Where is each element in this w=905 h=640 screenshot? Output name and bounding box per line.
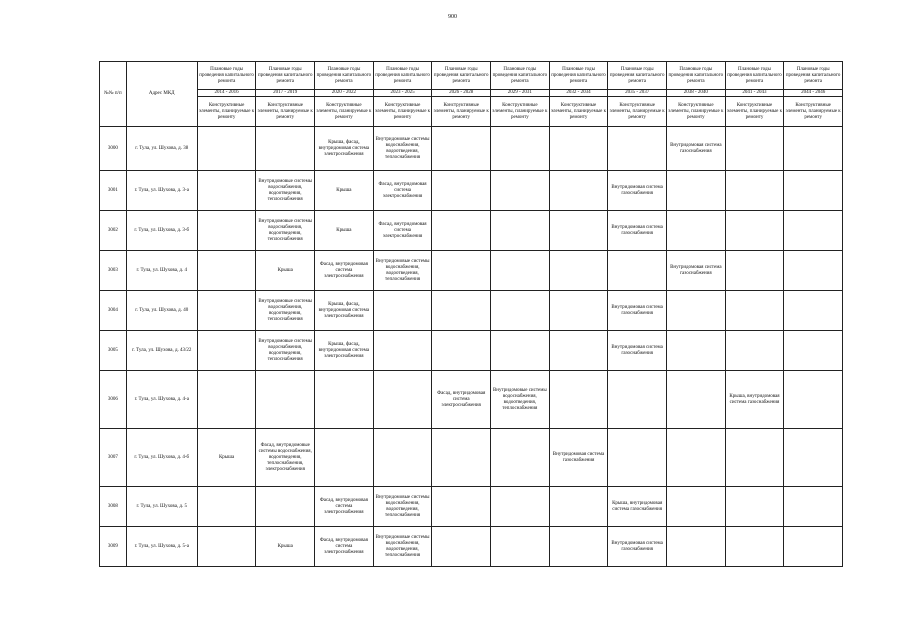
repair-elements-cell bbox=[549, 127, 608, 171]
header-elements-label: Конструктивные элементы, планируемые к ремонту bbox=[373, 97, 432, 127]
repair-elements-cell bbox=[432, 331, 491, 371]
repair-elements-cell bbox=[432, 527, 491, 567]
repair-elements-cell: Внутридомовая система газоснабжения bbox=[549, 429, 608, 487]
repair-elements-cell: Фасад, внутридомовая система электроснабжения bbox=[373, 211, 432, 251]
repair-elements-cell bbox=[197, 371, 256, 429]
repair-elements-cell: Фасад, внутридомовая система электроснабжения bbox=[315, 527, 374, 567]
row-address: г. Тула, ул. Шухова, д. 4-а bbox=[126, 371, 197, 429]
repair-elements-cell: Крыша bbox=[197, 429, 256, 487]
repair-elements-cell bbox=[491, 429, 550, 487]
repair-elements-cell: Крыша, фасад, внутридомовая система электроснабжения bbox=[315, 331, 374, 371]
repair-elements-cell: Крыша bbox=[315, 171, 374, 211]
table-row bbox=[100, 487, 843, 527]
repair-elements-cell bbox=[725, 171, 784, 211]
repair-elements-cell bbox=[784, 127, 843, 171]
repair-elements-cell bbox=[725, 487, 784, 527]
repair-elements-cell bbox=[373, 371, 432, 429]
header-elements-label: Конструктивные элементы, планируемые к ремонту bbox=[315, 97, 374, 127]
repair-elements-cell bbox=[432, 291, 491, 331]
repair-elements-cell: Внутридомовая система газоснабжения bbox=[667, 251, 726, 291]
row-number: 3008 bbox=[100, 487, 127, 527]
repair-elements-cell bbox=[725, 331, 784, 371]
row-address: г. Тула, ул. Шухова, д. 38 bbox=[126, 127, 197, 171]
repair-elements-cell bbox=[256, 127, 315, 171]
row-number: 3002 bbox=[100, 211, 127, 251]
table-row bbox=[100, 331, 843, 371]
repair-elements-cell: Фасад, внутридомовые системы водоснабжения, водоотведения, теплоснабжения, электроснабжения bbox=[256, 429, 315, 487]
header-period-label: Плановые годы проведения капитального ремонта bbox=[608, 62, 667, 90]
repair-elements-cell bbox=[725, 291, 784, 331]
header-elements-label: Конструктивные элементы, планируемые к ремонту bbox=[725, 97, 784, 127]
repair-elements-cell bbox=[256, 487, 315, 527]
repair-elements-cell: Внутридомовая система газоснабжения bbox=[608, 331, 667, 371]
repair-elements-cell bbox=[432, 127, 491, 171]
row-address: г. Тула, ул. Шухова, д. 5 bbox=[126, 487, 197, 527]
header-period-label: Плановые годы проведения капитального ремонта bbox=[315, 62, 374, 90]
repair-elements-cell bbox=[491, 211, 550, 251]
row-address: г. Тула, ул. Шухова, д. 3-б bbox=[126, 211, 197, 251]
repair-elements-cell bbox=[373, 429, 432, 487]
repair-elements-cell bbox=[491, 527, 550, 567]
repair-elements-cell: Внутридомовые системы водоснабжения, водоотведения, теплоснабжения bbox=[491, 371, 550, 429]
repair-elements-cell bbox=[491, 331, 550, 371]
repair-elements-cell: Фасад, внутридомовая система электроснабжения bbox=[315, 487, 374, 527]
repair-elements-cell: Фасад, внутридомовая система электроснабжения bbox=[432, 371, 491, 429]
repair-elements-cell bbox=[549, 487, 608, 527]
repair-elements-cell: Внутридомовая система газоснабжения bbox=[608, 527, 667, 567]
repair-elements-cell bbox=[784, 171, 843, 211]
row-number: 3001 bbox=[100, 171, 127, 211]
repair-elements-cell: Внутридомовые системы водоснабжения, водоотведения, теплоснабжения bbox=[256, 171, 315, 211]
row-address: г. Тула, ул. Шухова, д. 5-а bbox=[126, 527, 197, 567]
repair-elements-cell: Крыша bbox=[256, 251, 315, 291]
repair-elements-cell bbox=[725, 251, 784, 291]
repair-elements-cell bbox=[432, 211, 491, 251]
repair-elements-cell bbox=[549, 371, 608, 429]
repair-elements-cell bbox=[667, 331, 726, 371]
repair-elements-cell: Внутридомовая система газоснабжения bbox=[608, 171, 667, 211]
repair-elements-cell bbox=[667, 171, 726, 211]
repair-elements-cell: Внутридомовые системы водоснабжения, водоотведения, теплоснабжения bbox=[373, 527, 432, 567]
repair-elements-cell bbox=[315, 429, 374, 487]
repair-elements-cell bbox=[197, 331, 256, 371]
row-number: 3007 bbox=[100, 429, 127, 487]
repair-elements-cell bbox=[549, 331, 608, 371]
repair-elements-cell bbox=[432, 171, 491, 211]
repair-elements-cell bbox=[197, 487, 256, 527]
repair-elements-cell: Внутридомовые системы водоснабжения, водоотведения, теплоснабжения bbox=[256, 291, 315, 331]
repair-elements-cell: Крыша bbox=[315, 211, 374, 251]
repair-elements-cell bbox=[432, 487, 491, 527]
header-period-label: Плановые годы проведения капитального ремонта bbox=[549, 62, 608, 90]
header-elements-label: Конструктивные элементы, планируемые к ремонту bbox=[491, 97, 550, 127]
repair-elements-cell bbox=[549, 527, 608, 567]
repair-elements-cell bbox=[373, 331, 432, 371]
repair-elements-cell bbox=[549, 291, 608, 331]
table-row bbox=[100, 171, 843, 211]
header-elements-label: Конструктивные элементы, планируемые к ремонту bbox=[784, 97, 843, 127]
header-period-label: Плановые годы проведения капитального ремонта bbox=[256, 62, 315, 90]
header-elements-label: Конструктивные элементы, планируемые к ремонту bbox=[256, 97, 315, 127]
header-no: №№ п/п bbox=[100, 62, 127, 127]
repair-elements-cell bbox=[725, 211, 784, 251]
table-row bbox=[100, 429, 843, 487]
repair-elements-cell: Крыша bbox=[256, 527, 315, 567]
repair-elements-cell bbox=[784, 331, 843, 371]
header-elements-label: Конструктивные элементы, планируемые к ремонту bbox=[608, 97, 667, 127]
repair-elements-cell bbox=[725, 127, 784, 171]
repair-elements-cell bbox=[256, 371, 315, 429]
repair-elements-cell bbox=[549, 251, 608, 291]
header-elements-label: Конструктивные элементы, планируемые к ремонту bbox=[197, 97, 256, 127]
table-body bbox=[100, 127, 843, 567]
table-row bbox=[100, 371, 843, 429]
repair-elements-cell: Фасад, внутридомовая система электроснабжения bbox=[373, 171, 432, 211]
header-period-label: Плановые годы проведения капитального ремонта bbox=[373, 62, 432, 90]
repair-elements-cell bbox=[784, 487, 843, 527]
repair-elements-cell bbox=[432, 251, 491, 291]
row-number: 3009 bbox=[100, 527, 127, 567]
repair-elements-cell bbox=[667, 371, 726, 429]
repair-elements-cell bbox=[667, 429, 726, 487]
header-period-label: Плановые годы проведения капитального ремонта bbox=[725, 62, 784, 90]
header-elements-label: Конструктивные элементы, планируемые к ремонту bbox=[667, 97, 726, 127]
repair-elements-cell bbox=[608, 127, 667, 171]
table-row bbox=[100, 211, 843, 251]
header-row-elements bbox=[100, 97, 843, 127]
page-number: 900 bbox=[448, 14, 457, 20]
header-period-range: 2035 - 2037 bbox=[608, 90, 667, 97]
table-row bbox=[100, 527, 843, 567]
table-row bbox=[100, 291, 843, 331]
row-address: г. Тула, ул. Шухова, д. 43/22 bbox=[126, 331, 197, 371]
repair-elements-cell bbox=[725, 429, 784, 487]
repair-elements-cell bbox=[784, 371, 843, 429]
row-address: г. Тула, ул. Шухова, д. 4 bbox=[126, 251, 197, 291]
header-elements-label: Конструктивные элементы, планируемые к ремонту bbox=[549, 97, 608, 127]
repair-elements-cell: Внутридомовая система газоснабжения bbox=[608, 211, 667, 251]
header-period-range: 2029 - 2031 bbox=[491, 90, 550, 97]
row-address: г. Тула, ул. Шухова, д. 3-а bbox=[126, 171, 197, 211]
repair-elements-cell bbox=[667, 211, 726, 251]
header-period-range: 2023 - 2025 bbox=[373, 90, 432, 97]
header-period-range: 2020 - 2022 bbox=[315, 90, 374, 97]
header-row-period-labels bbox=[100, 62, 843, 90]
repair-elements-cell bbox=[784, 429, 843, 487]
repair-elements-cell bbox=[491, 127, 550, 171]
row-number: 3005 bbox=[100, 331, 127, 371]
repair-elements-cell: Внутридомовые системы водоснабжения, водоотведения, теплоснабжения bbox=[373, 127, 432, 171]
repair-elements-cell: Внутридомовые системы водоснабжения, водоотведения, теплоснабжения bbox=[256, 211, 315, 251]
row-number: 3000 bbox=[100, 127, 127, 171]
row-number: 3003 bbox=[100, 251, 127, 291]
repair-elements-cell bbox=[608, 429, 667, 487]
repair-elements-cell bbox=[197, 171, 256, 211]
repair-elements-cell bbox=[491, 291, 550, 331]
repair-elements-cell bbox=[197, 211, 256, 251]
repair-elements-cell bbox=[197, 251, 256, 291]
header-elements-label: Конструктивные элементы, планируемые к ремонту bbox=[432, 97, 491, 127]
repair-elements-cell bbox=[549, 211, 608, 251]
repair-elements-cell bbox=[667, 527, 726, 567]
header-period-range: 2044 - 2046 bbox=[784, 90, 843, 97]
repair-elements-cell: Крыша, внутридомовая система газоснабжения bbox=[725, 371, 784, 429]
capital-repair-plan-sheet bbox=[99, 61, 843, 567]
repair-elements-cell bbox=[432, 429, 491, 487]
header-period-range: 2014 - 2016 bbox=[197, 90, 256, 97]
header-period-range: 2041 - 2043 bbox=[725, 90, 784, 97]
row-address: г. Тула, ул. Шухова, д. 40 bbox=[126, 291, 197, 331]
header-period-range: 2038 - 2040 bbox=[667, 90, 726, 97]
header-period-label: Плановые годы проведения капитального ремонта bbox=[432, 62, 491, 90]
repair-elements-cell bbox=[197, 527, 256, 567]
repair-elements-cell: Внутридомовые системы водоснабжения, водоотведения, теплоснабжения bbox=[373, 487, 432, 527]
repair-elements-cell bbox=[784, 291, 843, 331]
repair-elements-cell: Фасад, внутридомовая система электроснабжения bbox=[315, 251, 374, 291]
header-period-range: 2017 - 2019 bbox=[256, 90, 315, 97]
repair-elements-cell bbox=[197, 291, 256, 331]
repair-elements-cell bbox=[491, 487, 550, 527]
repair-elements-cell bbox=[608, 371, 667, 429]
header-address: Адрес МКД bbox=[126, 62, 197, 127]
repair-elements-cell: Внутридомовые системы водоснабжения, водоотведения, теплоснабжения bbox=[256, 331, 315, 371]
repair-elements-cell bbox=[784, 211, 843, 251]
repair-elements-cell bbox=[667, 487, 726, 527]
repair-elements-cell bbox=[784, 527, 843, 567]
row-number: 3006 bbox=[100, 371, 127, 429]
header-period-label: Плановые годы проведения капитального ремонта bbox=[491, 62, 550, 90]
table-row bbox=[100, 251, 843, 291]
header-period-label: Плановые годы проведения капитального ремонта bbox=[197, 62, 256, 90]
repair-elements-cell bbox=[315, 371, 374, 429]
repair-elements-cell: Крыша, внутридомовая система газоснабжения bbox=[608, 487, 667, 527]
table-row bbox=[100, 127, 843, 171]
repair-elements-cell: Внутридомовая система газоснабжения bbox=[667, 127, 726, 171]
header-period-range: 2026 - 2028 bbox=[432, 90, 491, 97]
repair-elements-cell bbox=[549, 171, 608, 211]
repair-elements-cell bbox=[491, 251, 550, 291]
header-period-label: Плановые годы проведения капитального ремонта bbox=[667, 62, 726, 90]
repair-elements-cell bbox=[608, 251, 667, 291]
header-row-period-ranges bbox=[100, 90, 843, 97]
repair-elements-cell: Внутридомовые системы водоснабжения, водоотведения, теплоснабжения bbox=[373, 251, 432, 291]
repair-elements-cell bbox=[197, 127, 256, 171]
repair-elements-cell bbox=[667, 291, 726, 331]
repair-elements-cell: Внутридомовая система газоснабжения bbox=[608, 291, 667, 331]
repair-elements-cell bbox=[725, 527, 784, 567]
row-address: г. Тула, ул. Шухова, д. 4-б bbox=[126, 429, 197, 487]
repair-elements-cell bbox=[373, 291, 432, 331]
capital-repair-plan-table bbox=[99, 61, 843, 567]
header-period-range: 2032 - 2034 bbox=[549, 90, 608, 97]
row-number: 3004 bbox=[100, 291, 127, 331]
header-period-label: Плановые годы проведения капитального ремонта bbox=[784, 62, 843, 90]
repair-elements-cell bbox=[491, 171, 550, 211]
repair-elements-cell: Крыша, фасад, внутридомовая система электроснабжения bbox=[315, 291, 374, 331]
repair-elements-cell: Крыша, фасад, внутридомовая система электроснабжения bbox=[315, 127, 374, 171]
repair-elements-cell bbox=[784, 251, 843, 291]
